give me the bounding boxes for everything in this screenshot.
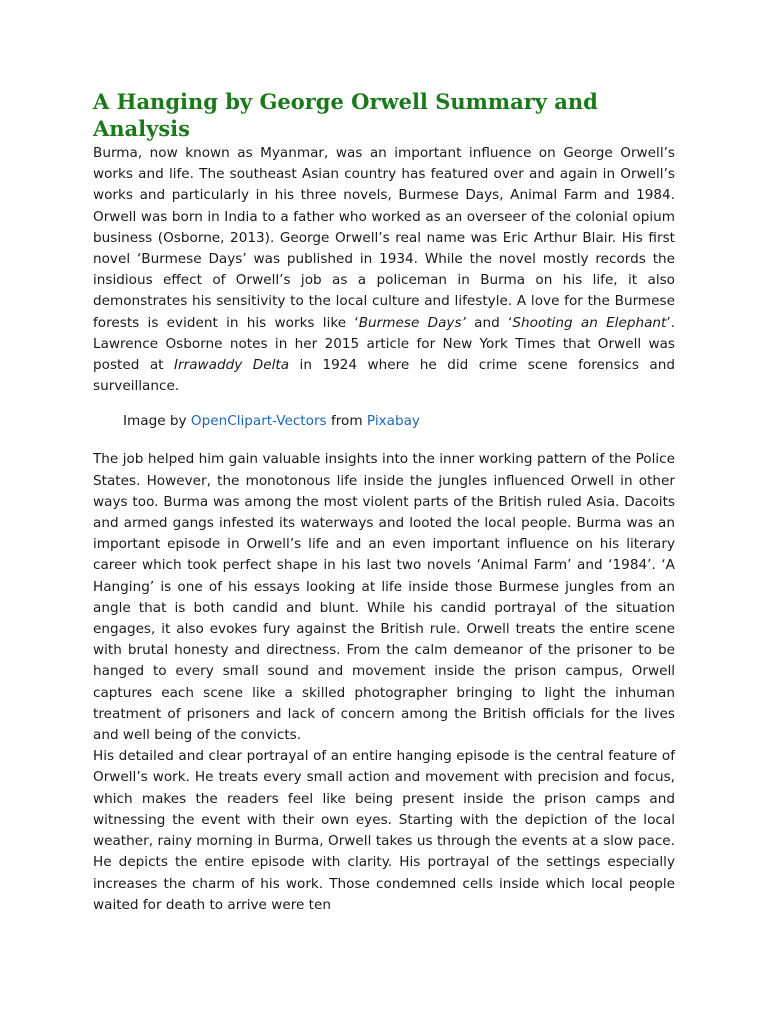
paragraph-job-insights: The job helped him gain valuable insights into the inner working pattern of the Police States. However, the monotonous life inside the jungles influenced Orwell in other ways too. Burma was among the most violent parts of the British ruled Asia. Dacoits and armed gangs infested its waterways and looted the local people. Burma was an important episode in Orwell’s life and an even important influence on his literary career which took perfect shape in his last two novels ‘Animal Farm’ and ‘1984’. ‘A Hanging’ is one of his essays looking at life inside those Burmese jungles from an angle that is both candid and blunt. While his candid portrayal of the situation engages, it also evokes fury against the British rule. Orwell treats the entire scene with brutal honesty and directness. From the calm demeanor of the prisoner to be hanged to every small sound and movement inside the prison campus, Orwell captures each scene like a skilled photographer bringing to light the inhuman treatment of prisoners and lack of concern among the British officials for the lives and well being of the convicts. bbox=[93, 451, 675, 744]
italic-irrawaddy-delta: Irrawaddy Delta bbox=[174, 357, 290, 374]
image-credit-source-link[interactable]: Pixabay bbox=[366, 413, 420, 430]
paragraph-intro bbox=[93, 143, 675, 397]
paragraph-intro-text-4: in 1924 where he did crime scene forensics and surveillance. bbox=[93, 357, 676, 395]
paragraph-intro-text-2: and ‘ bbox=[465, 314, 513, 331]
document-title: A Hanging by George Orwell Summary and Analysis bbox=[93, 89, 598, 141]
document-page bbox=[93, 88, 675, 916]
image-credit bbox=[123, 411, 675, 432]
italic-burmese-days: Burmese Days’ bbox=[358, 314, 466, 331]
italic-shooting-an-elephant: Shooting an Elephant bbox=[512, 314, 667, 331]
image-credit-prefix: Image by bbox=[123, 413, 191, 430]
image-credit-author-link[interactable]: OpenClipart-Vectors bbox=[190, 413, 327, 430]
paragraph-intro-text-1: Burma, now known as Myanmar, was an important influence on George Orwell’s works and life. The southeast Asian country has featured over and again in Orwell’s works and particularly in his three novels, Burmese Days, Animal Farm and 1984. Orwell was born in India to a father who worked as an overseer of the colonial opium business (Osborne, 2013). George Orwell’s real name was Eric Arthur Blair. His first novel ‘Burmese Days’ was published in 1934. While the novel mostly records the insidious effect of Orwell’s job as a policeman in Burma on his life, it also demonstrates his sensitivity to the local culture and lifestyle. A love for the Burmese forests is evident in his works like ‘ bbox=[93, 145, 675, 331]
image-credit-middle: from bbox=[326, 413, 367, 430]
paragraph-portrayal: His detailed and clear portrayal of an entire hanging episode is the central feature of Orwell’s work. He treats every small action and movement with precision and focus, which makes the readers feel like being present inside the prison camps and witnessing the event with their own eyes. Starting with the depiction of the local weather, rainy morning in Burma, Orwell takes us through the events at a slow pace. He depicts the entire episode with clarity. His portrayal of the settings especially increases the charm of his work. Those condemned cells inside which local people waited for death to arrive were ten bbox=[93, 748, 675, 913]
paragraph-intro-text-3: ’. Lawrence Osborne notes in her 2015 article for New York Times that Orwell was posted at bbox=[93, 314, 676, 374]
